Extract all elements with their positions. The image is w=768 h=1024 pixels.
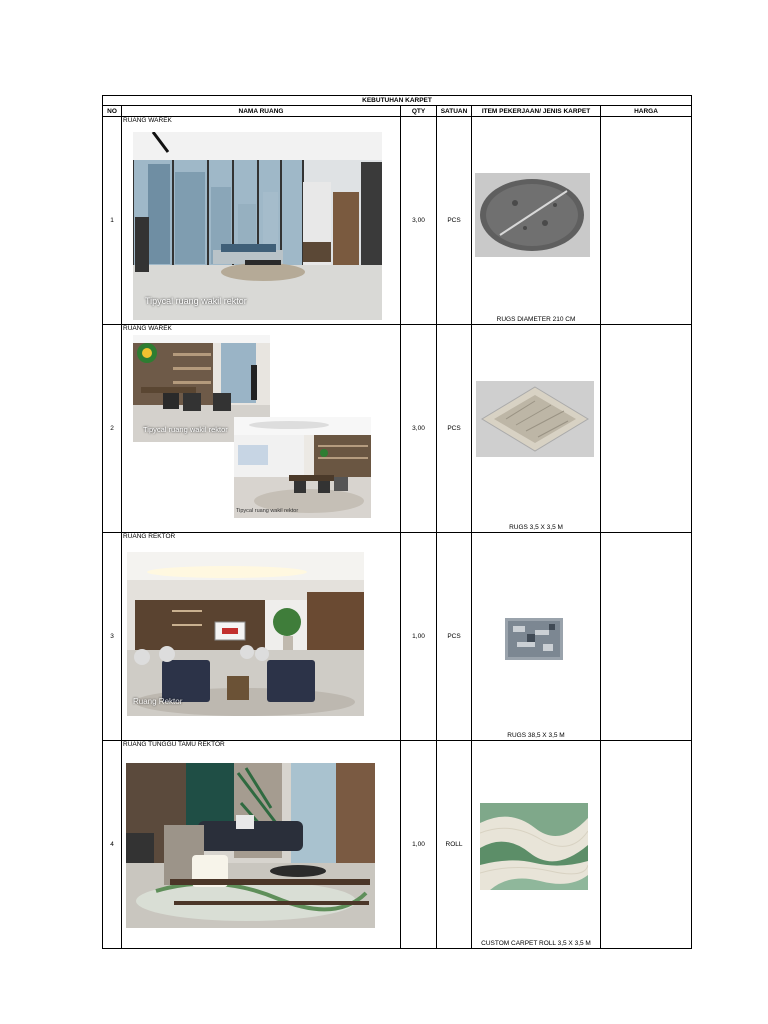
table-row <box>103 533 692 741</box>
room-render-image <box>133 132 382 320</box>
price-cell <box>601 117 692 325</box>
image-caption: Ruang Rektor <box>133 697 183 706</box>
qty-cell: 3,00 <box>401 117 437 325</box>
room-cell <box>122 533 401 741</box>
price-cell <box>601 533 692 741</box>
unit-cell: ROLL <box>437 741 472 949</box>
room-cell <box>122 117 401 325</box>
carpet-table <box>102 95 692 949</box>
room-name: RUANG WAREK <box>123 117 172 124</box>
room-name: RUANG REKTOR <box>123 533 176 540</box>
room-name: RUANG TUNGGU TAMU REKTOR <box>123 741 225 748</box>
header-qty: QTY <box>401 106 437 117</box>
image-caption: Tipycal ruang wakil rektor <box>143 425 228 434</box>
qty-cell: 3,00 <box>401 325 437 533</box>
room-render-image <box>126 763 375 928</box>
item-cell <box>472 325 601 533</box>
rug-image <box>476 381 594 457</box>
row-number: 3 <box>103 533 122 741</box>
table-row <box>103 741 692 949</box>
item-description: RUGS 3,5 X 3,5 M <box>509 524 563 531</box>
row-number: 2 <box>103 325 122 533</box>
room-name: RUANG WAREK <box>123 325 172 332</box>
header-item: ITEM PEKERJAAN/ JENIS KARPET <box>472 106 601 117</box>
image-caption: Tipycal ruang wakil rektor <box>236 508 299 514</box>
item-cell <box>472 533 601 741</box>
room-cell <box>122 741 401 949</box>
rug-image <box>480 803 588 890</box>
qty-cell: 1,00 <box>401 741 437 949</box>
item-cell <box>472 117 601 325</box>
header-harga: HARGA <box>601 106 692 117</box>
carpet-requirements-sheet <box>102 95 691 949</box>
price-cell <box>601 325 692 533</box>
room-render-image <box>234 417 371 518</box>
unit-cell: PCS <box>437 325 472 533</box>
item-cell <box>472 741 601 949</box>
row-number: 4 <box>103 741 122 949</box>
header-nama-ruang: NAMA RUANG <box>122 106 401 117</box>
table-row <box>103 117 692 325</box>
price-cell <box>601 741 692 949</box>
table-title: KEBUTUHAN KARPET <box>103 96 692 106</box>
rug-image <box>505 618 563 660</box>
item-description: CUSTOM CARPET ROLL 3,5 X 3,5 M <box>481 940 591 947</box>
header-satuan: SATUAN <box>437 106 472 117</box>
rug-image <box>475 173 590 257</box>
room-cell <box>122 325 401 533</box>
row-number: 1 <box>103 117 122 325</box>
table-row <box>103 325 692 533</box>
image-caption: Tipycal ruang wakil rektor <box>145 296 247 306</box>
unit-cell: PCS <box>437 117 472 325</box>
item-description: RUGS 38,5 X 3,5 M <box>507 732 565 739</box>
room-render-image <box>127 552 364 716</box>
item-description: RUGS DIAMETER 210 CM <box>496 316 576 323</box>
header-no: NO <box>103 106 122 117</box>
unit-cell: PCS <box>437 533 472 741</box>
qty-cell: 1,00 <box>401 533 437 741</box>
